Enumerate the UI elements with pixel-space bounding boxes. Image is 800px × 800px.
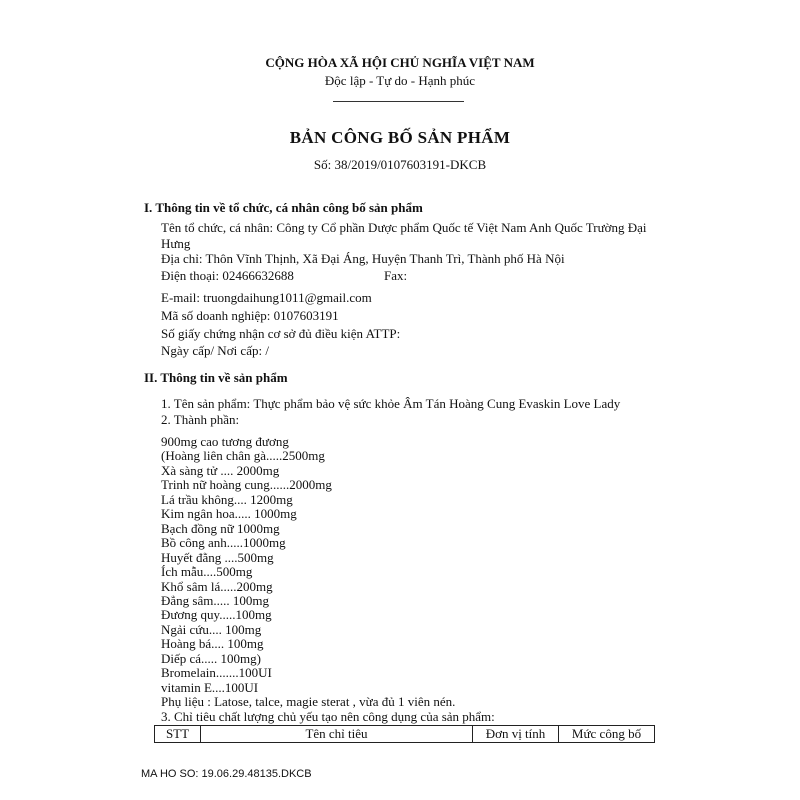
- ingredient-item: Bạch đồng nữ 1000mg: [161, 520, 280, 536]
- table-header-name: Tên chỉ tiêu: [201, 726, 473, 743]
- ingredient-item: (Hoàng liên chân gà.....2500mg: [161, 448, 325, 464]
- ingredient-item: Lá trầu không.... 1200mg: [161, 491, 293, 507]
- criteria-table: [154, 725, 655, 743]
- ingredient-item: Diếp cá..... 100mg): [161, 650, 262, 666]
- org-name: Tên tổ chức, cá nhân: Công ty Cổ phần Dược phẩm Quốc tế Việt Nam Anh Quốc Trường Đại Hưng: [161, 220, 647, 251]
- org-email: E-mail: truongdaihung1011@gmail.com: [161, 290, 372, 305]
- table-header-row: [155, 726, 655, 743]
- ingredient-item: 900mg cao tương đương: [161, 434, 289, 449]
- certificate-number: Số giấy chứng nhận cơ sở đủ điều kiện ATTP:: [161, 326, 401, 341]
- ingredient-item: vitamin E....100UI: [161, 679, 259, 695]
- ingredient-item: Xà sàng tử .... 2000mg: [161, 462, 280, 478]
- nation-header: CỘNG HÒA XÃ HỘI CHỦ NGHĨA VIỆT NAM: [265, 55, 535, 70]
- dossier-code: MA HO SO: 19.06.29.48135.DKCB: [141, 768, 312, 780]
- ingredient-item: Huyết đằng ....500mg: [161, 549, 274, 565]
- table-header-stt: STT: [155, 726, 201, 743]
- ingredient-item: Ích mẫu....500mg: [161, 564, 253, 580]
- composition-label: 2. Thành phần:: [161, 412, 240, 427]
- ingredient-item: Ngải cứu.... 100mg: [161, 621, 262, 637]
- ingredient-item: Khổ sâm lá.....200mg: [161, 578, 273, 594]
- ingredient-item: Kim ngân hoa..... 1000mg: [161, 506, 297, 522]
- motto: Độc lập - Tự do - Hạnh phúc: [324, 73, 476, 88]
- business-code: Mã số doanh nghiệp: 0107603191: [161, 308, 339, 323]
- header-divider: [333, 101, 464, 102]
- org-fax: Fax:: [384, 268, 408, 283]
- table-header-level: Mức công bố: [559, 726, 655, 743]
- criteria-label: 3. Chỉ tiêu chất lượng chủ yếu tạo nên công dụng của sản phẩm:: [161, 709, 495, 724]
- ingredient-item: Đương quy.....100mg: [161, 607, 272, 623]
- issue-date-place: Ngày cấp/ Nơi cấp: /: [161, 343, 269, 358]
- ingredient-item: Bromelain.......100UI: [161, 665, 272, 681]
- ingredient-item: Đẳng sâm..... 100mg: [161, 592, 269, 608]
- org-phone: Điện thoại: 02466632688: [161, 268, 294, 283]
- document-number: Số: 38/2019/0107603191-DKCB: [313, 157, 487, 172]
- ingredient-item: Trinh nữ hoàng cung......2000mg: [161, 477, 332, 493]
- ingredient-item: Phụ liệu : Latose, talce, magie sterat , vừa đủ 1 viên nén.: [161, 694, 456, 710]
- ingredient-item: Bồ công anh.....1000mg: [161, 535, 286, 551]
- table-header-unit: Đơn vị tính: [473, 726, 559, 743]
- org-address: Địa chỉ: Thôn Vĩnh Thịnh, Xã Đại Áng, Huyện Thanh Trì, Thành phố Hà Nội: [161, 251, 565, 266]
- ingredient-item: Hoàng bá.... 100mg: [161, 636, 264, 652]
- section-1-heading: I. Thông tin về tổ chức, cá nhân công bố sản phẩm: [144, 200, 423, 215]
- product-name: 1. Tên sản phẩm: Thực phẩm bảo vệ sức khỏe Âm Tán Hoàng Cung Evaskin Love Lady: [161, 396, 621, 411]
- section-2-heading: II. Thông tin về sản phẩm: [144, 370, 288, 385]
- document-title: BẢN CÔNG BỐ SẢN PHẨM: [289, 128, 511, 147]
